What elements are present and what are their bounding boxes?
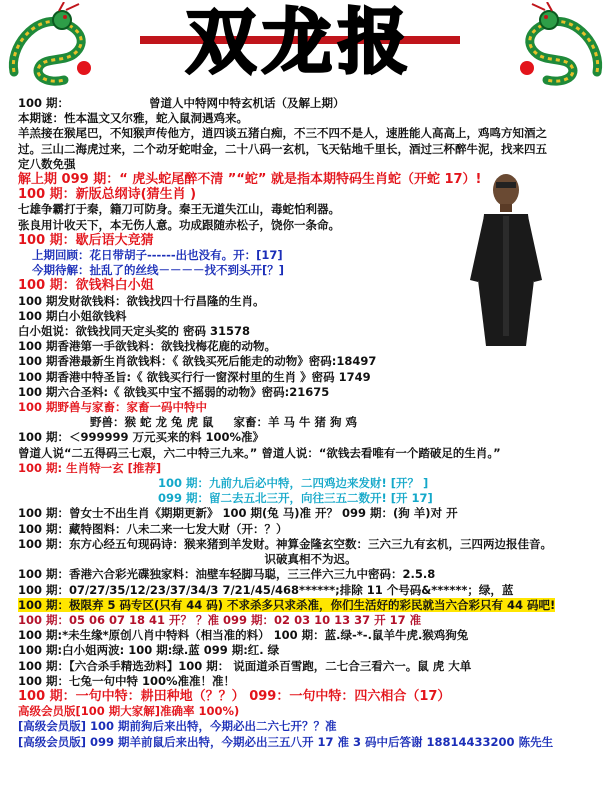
zodiac-groups [18,415,603,430]
tip-line: 100 期六合圣料:《 欲钱买中宝不摇弱的动物》密码:21675 [18,384,330,399]
poem-line: 张良用计收天下，本无伤人意。功成跟随赤松子，饶你一条命。 [18,217,340,232]
vip-line: [高级会员版] 099 期羊前鼠后来出特，今期必出三五八开 17 准 3 码中后答谢 18814433200 陈先生 [18,734,554,749]
domestic-animals: 家畜：羊 马 牛 猪 狗 鸡 [233,415,358,430]
wild-animals: 野兽：猴 蛇 龙 兔 虎 鼠 [90,415,214,430]
poem-paragraph: 羊羔接在猴尾巴，不知猴声传他方，逍四谈五猪白痴，不三不四不是人，速胜能人高高上，鸡鸣方知酒之过。三山二海虎过来，二个动牙蛇咁金，二十八码一玄机，飞天钻地千里长，酒过三杯醉牛泥，找来四五定八数免强 [18,126,547,171]
section-heading: 100 期：欲钱料白小姐 [18,278,154,294]
line-1 [18,96,603,111]
tip-line: 100 期：藏特图料：八未二来一七发大财（开：？） [18,521,288,536]
section-heading: 100 期：歇后语大竞猜 [18,232,154,248]
issue-label: 100 期： [18,96,70,110]
dragon-icon [4,2,99,90]
tip-line: 100 期：【六合杀手精选劲料】100 期： 说面道杀百雪跑，二七合三看六一。鼠 虎 大单 [18,658,472,673]
tip-line: 100 期香港最新生肖欲钱料：《 欲钱买死后能走的动物》密码:18497 [18,354,377,369]
tip-line: 100 期:白小姐两波: 100 期:绿.蓝 099 期:红. 绿 [18,643,280,658]
hint-line: 100 期：九前九后必中特，二四鸡边来发财! [开？ ] [158,476,429,491]
review-line: 上期回顾：花日带胡子------出也没有。开：[17] [32,248,283,263]
section-heading: 100 期：新版总纲诗(猜生肖 ) [18,187,197,203]
answer-line: 解上期 099 期：“ 虎头蛇尾醉不清 ”“蛇” 就是指本期特码生肖蛇（开蛇 17）! [18,172,482,188]
tip-line: 100 期：东方心经五句现码诗：猴来猪到羊发财。神算金隆玄空数：三六三九有玄机，三四两边报佳音。 [18,536,553,551]
tip-line: 100 期香港第一手欲钱料：欲钱找梅花鹿的动物。 [18,339,277,354]
dragon-icon [512,2,607,90]
tip-line: 100 期：香港六合彩光碟独家料：油壁车轻脚马聪，三三伴六三九中密码：2.5.8 [18,567,436,582]
document-body [18,96,603,750]
highlighted-text: 100 期：极限弃 5 码专区(只有 44 码) 不求杀多只求杀准，你们生活好的彩民就当六合彩只有 44 码吧! [18,597,556,612]
section-heading: 100 期野兽与家畜：家畜一码中特中 [18,400,208,415]
pending-line: 今期待解：扯乱了的丝线－－－－找不到头开[？] [32,263,285,278]
riddle-line: 本期谜：性本温文又尔雅，蛇入鼠洞遇鸡来。 [18,111,248,126]
section-heading: 100 期: 生肖特一玄 [推荐] [18,460,162,475]
page-title: 双龙报 [186,0,414,83]
tip-line: 白小姐说：欲钱找同天定头奖的 密码 31578 [18,324,251,339]
tip-line: 100 期:*未生缘*原创八肖中特料（相当准的料） 100 期：蓝.绿-*-.鼠羊牛虎.猴鸡狗兔 [18,628,469,643]
tip-line: 100 期：曾女士不出生肖《期期更新》 100 期(兔 马)准 开？ 099 期：(狗 羊)对 开 [18,506,458,521]
section-heading: 曾道人中特网中特玄机话（及解上期） [149,96,345,110]
page-header [0,0,615,95]
vip-heading: 高级会员版[100 期大家解]准确率 100%) [18,704,240,719]
exclusion-line [18,598,603,613]
hint-line: 099 期：留二去五北三开，向往三五二数开! [开 17] [158,491,433,506]
tip-line: 100 期：＜999999 万元买来的料 100%准》 [18,430,265,445]
one-line-tip: 100 期：一句中特：耕田种地（？？） 099：一句中特：四六相合（17） [18,688,451,704]
number-line: 100 期：05 06 07 18 41 开？ ？准 099 期：02 03 10 13 37 开 17 准 [18,612,422,627]
number-line: 100 期：07/27/35/12/23/37/34/3 7/21/45/468******;排除 11 个号码&******；绿，蓝 [18,582,514,597]
tip-line: 100 期发财欲钱料：欲钱找四十行昌隆的生肖。 [18,293,265,308]
poem-line: 七雄争霸打于秦，籍刀可防身。秦王无道失江山，毒蛇怕利器。 [18,202,340,217]
tip-line: 100 期香港中特圣旨:《 欲钱买行行一窗深村里的生肖 》密码 1749 [18,369,371,384]
vip-line: [高级会员版] 100 期前狗后来出特，今期必出二六七开？？准 [18,719,337,734]
quote-line: 曾道人说“二五得码三七艰，六二中特三九来。” 曾道人说：“欲钱去看唯有一个踏破足的生肖。” [18,445,501,460]
tip-line: 100 期白小姐欲钱料 [18,308,127,323]
tip-line: 识破真相不为迟。 [264,552,357,567]
tip-line: 100 期：七兔一句中特 100%准准！准！ [18,673,236,688]
